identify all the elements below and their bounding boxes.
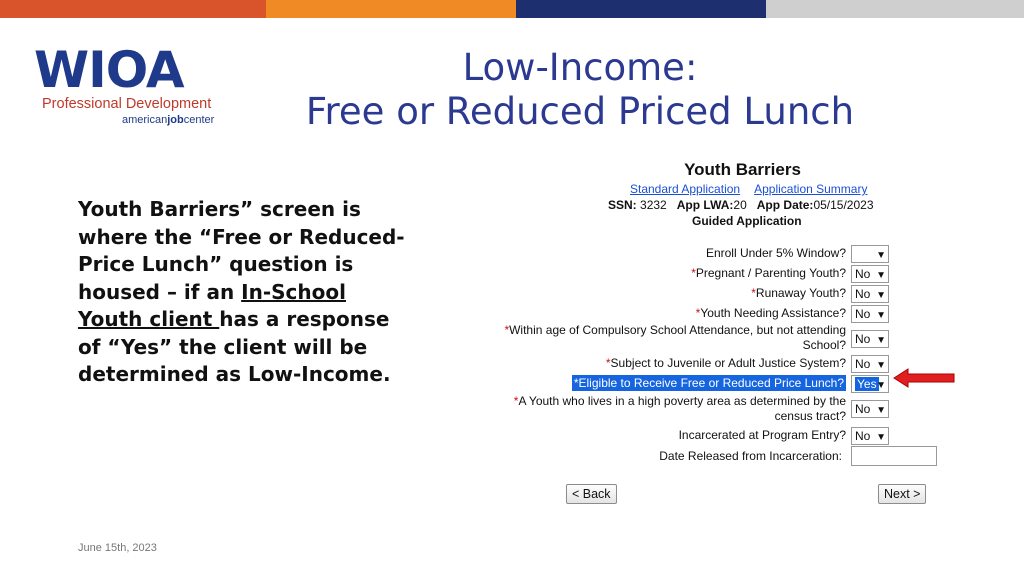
title-line-1: Low-Income: bbox=[462, 46, 698, 89]
incarcerated-at-entry-select[interactable] bbox=[851, 427, 889, 445]
top-color-bar bbox=[0, 0, 1024, 18]
question-runaway-youth bbox=[751, 286, 846, 301]
question-free-reduced-lunch bbox=[572, 376, 846, 391]
question-label-line-1: Within age of Compulsory School Attendance, but not attending bbox=[509, 323, 846, 337]
body-underlined: In-School Youth client bbox=[78, 279, 346, 331]
body-part-1: Youth Barriers” screen is where the “Free or Reduced-Price Lunch” question is housed – if an bbox=[78, 197, 405, 304]
question-compulsory-school-attendance bbox=[504, 323, 846, 353]
question-high-poverty-area bbox=[514, 394, 846, 424]
question-label-line-2: census tract? bbox=[774, 409, 846, 423]
select-value: No bbox=[855, 332, 871, 346]
question-label-line-2: School? bbox=[802, 338, 846, 352]
slide-body-text bbox=[78, 196, 408, 389]
color-bar-segment-1 bbox=[0, 0, 266, 18]
youth-needing-assistance-select[interactable] bbox=[851, 305, 889, 323]
color-bar-segment-4 bbox=[766, 0, 1024, 18]
question-incarcerated-at-entry bbox=[679, 428, 846, 443]
app-date-value: 05/15/2023 bbox=[813, 198, 874, 212]
chevron-down-icon: ▼ bbox=[876, 270, 886, 281]
application-summary-link[interactable]: Application Summary bbox=[754, 182, 868, 196]
question-label: Runaway Youth? bbox=[755, 286, 846, 300]
chevron-down-icon: ▼ bbox=[876, 310, 886, 321]
runaway-youth-select[interactable] bbox=[851, 285, 889, 303]
required-asterisk: * bbox=[695, 306, 701, 320]
highlighted-question bbox=[572, 375, 846, 391]
select-value: No bbox=[855, 429, 871, 443]
required-asterisk: * bbox=[573, 376, 579, 390]
chevron-down-icon: ▼ bbox=[876, 380, 886, 391]
question-label: Subject to Juvenile or Adult Justice System? bbox=[610, 356, 846, 370]
logo-tagline-b: job bbox=[167, 114, 184, 126]
required-asterisk: * bbox=[751, 286, 756, 300]
chevron-down-icon: ▼ bbox=[876, 360, 886, 371]
select-value: No bbox=[855, 267, 871, 281]
lwa-value: 20 bbox=[733, 198, 747, 212]
slide-title bbox=[240, 46, 920, 134]
slide-date: June 15th, 2023 bbox=[78, 542, 157, 554]
chevron-down-icon: ▼ bbox=[876, 250, 886, 261]
guided-application-label: Guided Application bbox=[692, 214, 802, 228]
compulsory-school-attendance-select[interactable] bbox=[851, 330, 889, 348]
color-bar-segment-3 bbox=[516, 0, 766, 18]
standard-application-link[interactable]: Standard Application bbox=[630, 182, 741, 196]
question-label: Eligible to Receive Free or Reduced Price Lunch? bbox=[578, 376, 844, 390]
free-reduced-lunch-select[interactable] bbox=[851, 375, 889, 393]
question-pregnant-parenting bbox=[691, 266, 846, 281]
chevron-down-icon: ▼ bbox=[876, 405, 886, 416]
question-label: Enroll Under 5% Window? bbox=[705, 246, 846, 260]
app-date-label: App Date: bbox=[756, 198, 814, 212]
color-bar-segment-2 bbox=[266, 0, 516, 18]
ssn-value: 3232 bbox=[640, 198, 667, 212]
logo-mark: WIOA bbox=[34, 41, 184, 99]
required-asterisk: * bbox=[504, 323, 510, 337]
chevron-down-icon: ▼ bbox=[876, 290, 886, 301]
chevron-down-icon: ▼ bbox=[876, 432, 886, 443]
logo-subtitle: Professional Development bbox=[42, 96, 212, 112]
lwa-label: App LWA: bbox=[676, 198, 734, 212]
question-enroll-under-5 bbox=[706, 246, 846, 261]
question-label: Date Released from Incarceration: bbox=[659, 449, 842, 463]
next-button[interactable]: Next > bbox=[878, 484, 926, 504]
required-asterisk: * bbox=[513, 394, 519, 408]
select-value: No bbox=[855, 402, 871, 416]
body-part-2: has a response of “Yes” the client will be determined as Low-Income. bbox=[78, 307, 391, 386]
wioa-logo bbox=[34, 41, 224, 130]
required-asterisk: * bbox=[605, 356, 611, 370]
question-label: Youth Needing Assistance? bbox=[700, 306, 846, 320]
high-poverty-area-select[interactable] bbox=[851, 400, 889, 418]
question-label-line-1: A Youth who lives in a high poverty area as determined by the bbox=[518, 394, 846, 408]
back-button[interactable]: < Back bbox=[566, 484, 617, 504]
question-label: Incarcerated at Program Entry? bbox=[678, 428, 846, 442]
question-date-released bbox=[659, 449, 842, 464]
select-value: No bbox=[855, 357, 871, 371]
pregnant-parenting-select[interactable] bbox=[851, 265, 889, 283]
justice-system-select[interactable] bbox=[851, 355, 889, 373]
form-title: Youth Barriers bbox=[684, 160, 801, 179]
title-line-2: Free or Reduced Priced Lunch bbox=[305, 90, 855, 133]
select-value: No bbox=[855, 287, 871, 301]
logo-tagline-c: center bbox=[183, 114, 215, 126]
question-label: Pregnant / Parenting Youth? bbox=[695, 266, 846, 280]
youth-barriers-form bbox=[480, 158, 950, 518]
application-info bbox=[608, 198, 874, 212]
date-released-input[interactable] bbox=[851, 446, 937, 466]
enroll-under-5-select[interactable] bbox=[851, 245, 889, 263]
form-links bbox=[630, 182, 881, 196]
chevron-down-icon: ▼ bbox=[876, 335, 886, 346]
select-value: No bbox=[855, 307, 871, 321]
red-arrow-icon bbox=[892, 368, 956, 388]
select-value: Yes bbox=[857, 377, 877, 391]
ssn-label: SSN: bbox=[608, 198, 637, 212]
question-youth-needing-assistance bbox=[696, 306, 846, 321]
required-asterisk: * bbox=[691, 266, 696, 280]
logo-tagline bbox=[122, 114, 214, 126]
question-justice-system bbox=[606, 356, 846, 371]
logo-tagline-a: american bbox=[122, 114, 168, 126]
